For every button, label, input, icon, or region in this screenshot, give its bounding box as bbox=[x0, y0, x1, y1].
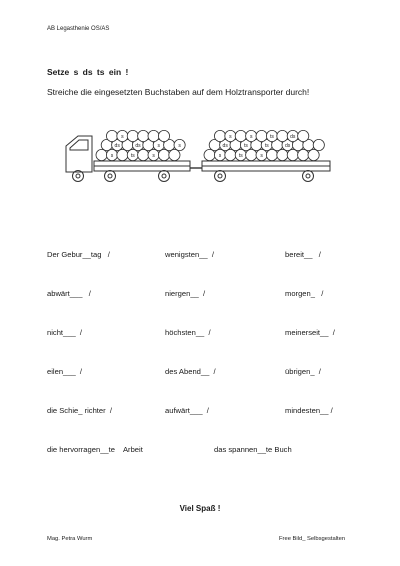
exercise-item: nicht___ / bbox=[47, 328, 83, 337]
log-letter: s bbox=[157, 142, 161, 149]
log-end bbox=[298, 130, 309, 141]
log-end bbox=[214, 130, 225, 141]
exercise-item: übrigen_ / bbox=[285, 367, 321, 376]
log-end bbox=[225, 149, 236, 160]
log-letter: s bbox=[152, 152, 155, 159]
log-end bbox=[287, 149, 298, 160]
log-letter: ts bbox=[264, 142, 269, 149]
closing-label: Viel Spaß ! bbox=[179, 504, 221, 513]
wheel bbox=[105, 171, 116, 182]
log-end bbox=[96, 149, 107, 160]
log-letter: ts bbox=[130, 152, 135, 159]
log-end bbox=[127, 130, 138, 141]
wheel bbox=[303, 171, 314, 182]
log-end bbox=[158, 149, 169, 160]
log-letter: s bbox=[260, 152, 263, 159]
log-end bbox=[235, 130, 246, 141]
log-letter: ts bbox=[244, 142, 248, 149]
exercise-item: bereit__ / bbox=[285, 250, 321, 259]
exercise-item: meinerseit__ / bbox=[285, 328, 335, 337]
log-end bbox=[298, 149, 309, 160]
header-label: AB Legasthenie OS/AS bbox=[47, 26, 110, 32]
wheel bbox=[159, 171, 170, 182]
wood-truck-illustration bbox=[64, 128, 336, 190]
exercise-item: die hervorragen__te Arbeit bbox=[47, 445, 143, 454]
log-letter: s bbox=[178, 142, 181, 149]
exercise-item: wenigsten__ / bbox=[165, 250, 214, 259]
log-end bbox=[117, 149, 128, 160]
log-letter: ds bbox=[284, 142, 291, 149]
log-end bbox=[277, 130, 288, 141]
exercise-item: eilen___ / bbox=[47, 367, 83, 376]
exercise-item: das spannen__te Buch bbox=[214, 445, 292, 454]
exercise-item: mindesten__ / bbox=[285, 406, 333, 415]
log-letter: s bbox=[121, 133, 124, 140]
log-end bbox=[148, 130, 159, 141]
exercise-item: Der Gebur__tag / bbox=[47, 250, 110, 259]
exercise-item: höchsten__ / bbox=[165, 328, 211, 337]
log-end bbox=[138, 130, 149, 141]
log-end bbox=[266, 149, 277, 160]
log-letter: ds bbox=[135, 142, 141, 149]
log-end bbox=[308, 149, 319, 160]
log-end bbox=[256, 130, 267, 141]
log-end bbox=[138, 149, 149, 160]
log-letter: ds bbox=[222, 142, 228, 149]
log-pile-trailer bbox=[204, 130, 324, 160]
log-letter: ds bbox=[290, 133, 296, 140]
exercise-item: des Abend__ / bbox=[165, 367, 216, 376]
footer-credit: Free Bild_ Selbsgestalten bbox=[279, 536, 346, 542]
log-end bbox=[277, 149, 288, 160]
log-end bbox=[169, 149, 180, 160]
log-end bbox=[204, 149, 215, 160]
wheel bbox=[215, 171, 226, 182]
truck-window bbox=[70, 140, 88, 150]
footer-author: Mag. Petra Wurm bbox=[47, 536, 93, 542]
log-letter: s bbox=[218, 152, 222, 159]
exercise-item: aufwärt___ / bbox=[165, 406, 209, 415]
log-letter: ts bbox=[270, 133, 274, 140]
log-letter: ts bbox=[238, 152, 243, 159]
log-pile-front bbox=[96, 130, 185, 160]
log-end bbox=[106, 130, 117, 141]
page-title: Setze s ds ts ein ! bbox=[47, 67, 129, 77]
closing-text bbox=[0, 504, 400, 513]
log-end bbox=[313, 139, 324, 150]
log-letter: s bbox=[229, 133, 232, 140]
log-end bbox=[158, 130, 169, 141]
instruction-text: Streiche die eingesetzten Buchstaben auf dem Holztransporter durch! bbox=[47, 87, 310, 97]
log-letter: ds bbox=[114, 142, 120, 149]
exercise-item: abwärt___ / bbox=[47, 289, 91, 298]
exercise-item: niergen__ / bbox=[165, 289, 206, 298]
log-end bbox=[246, 149, 257, 160]
log-letter: s bbox=[249, 133, 253, 140]
exercise-item: die Schie_ richter / bbox=[47, 406, 112, 415]
exercise-item: morgen_ / bbox=[285, 289, 324, 298]
log-letter: s bbox=[110, 152, 114, 159]
